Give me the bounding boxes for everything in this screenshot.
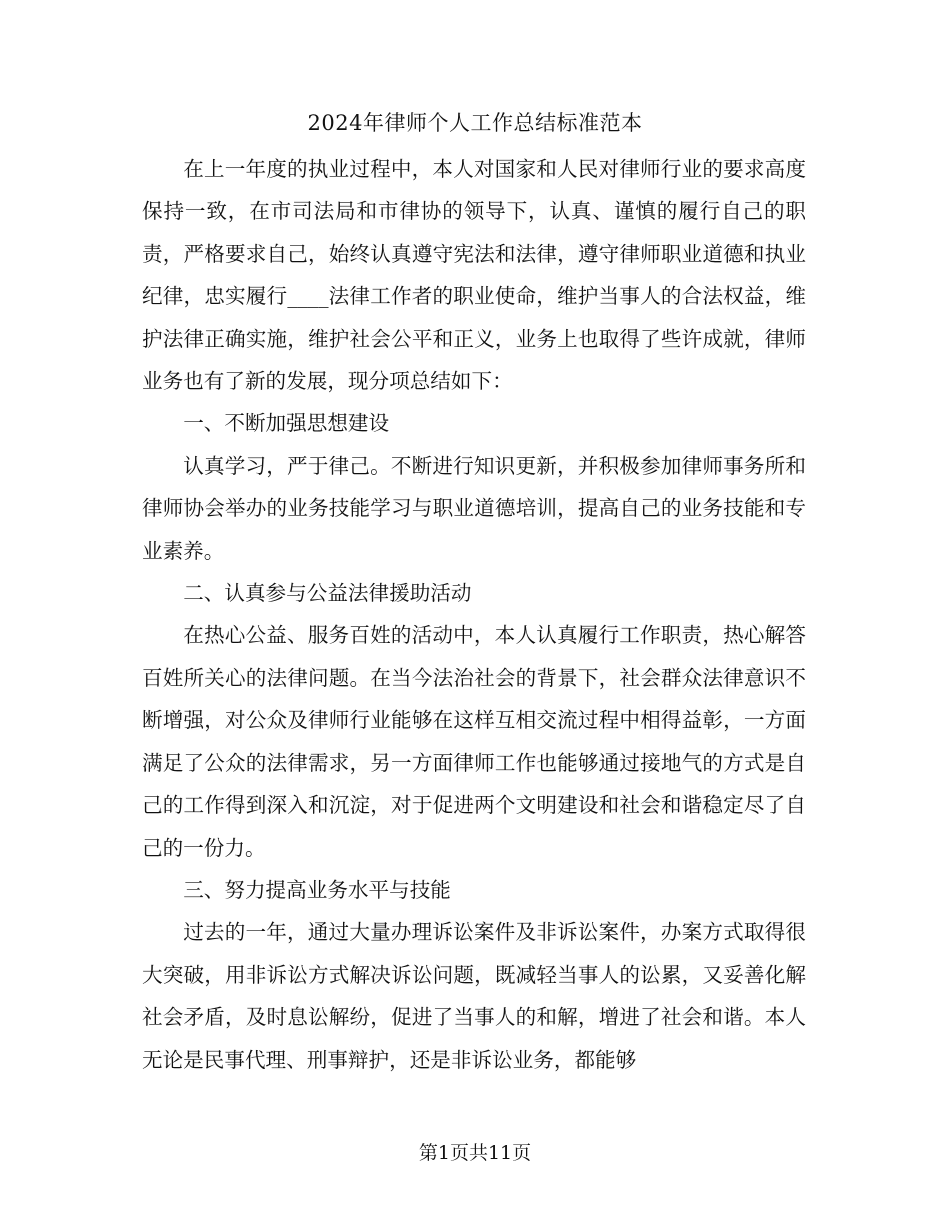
section-paragraph-1: 认真学习，严于律己。不断进行知识更新，并积极参加律师事务所和律师协会举办的业务技能学习与职业道德培训，提高自己的业务技能和专业素养。 xyxy=(142,453,806,563)
section-paragraph-2: 在热心公益、服务百姓的活动中，本人认真履行工作职责，热心解答百姓所关心的法律问题。在当今法治社会的背景下，社会群众法律意识不断增强，对公众及律师行业能够在这样互相交流过程中相得益彰，一方面满足了公众的法律需求，另一方面律师工作也能够通过接地气的方式是自己的工作得到深入和沉淀，对于促进两个文明建设和社会和谐稳定尽了自己的一份力。 xyxy=(142,623,806,860)
document-title: 2024年律师个人工作总结标准范本 xyxy=(307,111,643,135)
section-heading-1: 一、不断加强思想建设 xyxy=(183,411,390,436)
section-heading-2: 二、认真参与公益法律援助活动 xyxy=(183,581,472,606)
section-paragraph-3: 过去的一年，通过大量办理诉讼案件及非诉讼案件，办案方式取得很大突破，用非诉讼方式解决诉讼问题，既减轻当事人的讼累，又妥善化解社会矛盾，及时息讼解纷，促进了当事人的和解，增进了社会和谐。本人无论是民事代理、刑事辩护，还是非诉讼业务，都能够 xyxy=(142,920,806,1072)
intro-paragraph: 在上一年度的执业过程中，本人对国家和人民对律师行业的要求高度保持一致，在市司法局和市律协的领导下，认真、谨慎的履行自己的职责，严格要求自己，始终认真遵守宪法和法律，遵守律师职业道德和执业纪律，忠实履行____法律工作者的职业使命，维护当事人的合法权益，维护法律正确实施，维护社会公平和正义，业务上也取得了些许成就，律师业务也有了新的发展，现分项总结如下： xyxy=(142,157,806,394)
section-heading-3: 三、努力提高业务水平与技能 xyxy=(183,877,451,902)
page-number: 第1页共11页 xyxy=(418,1142,532,1164)
document-body xyxy=(142,148,806,1081)
